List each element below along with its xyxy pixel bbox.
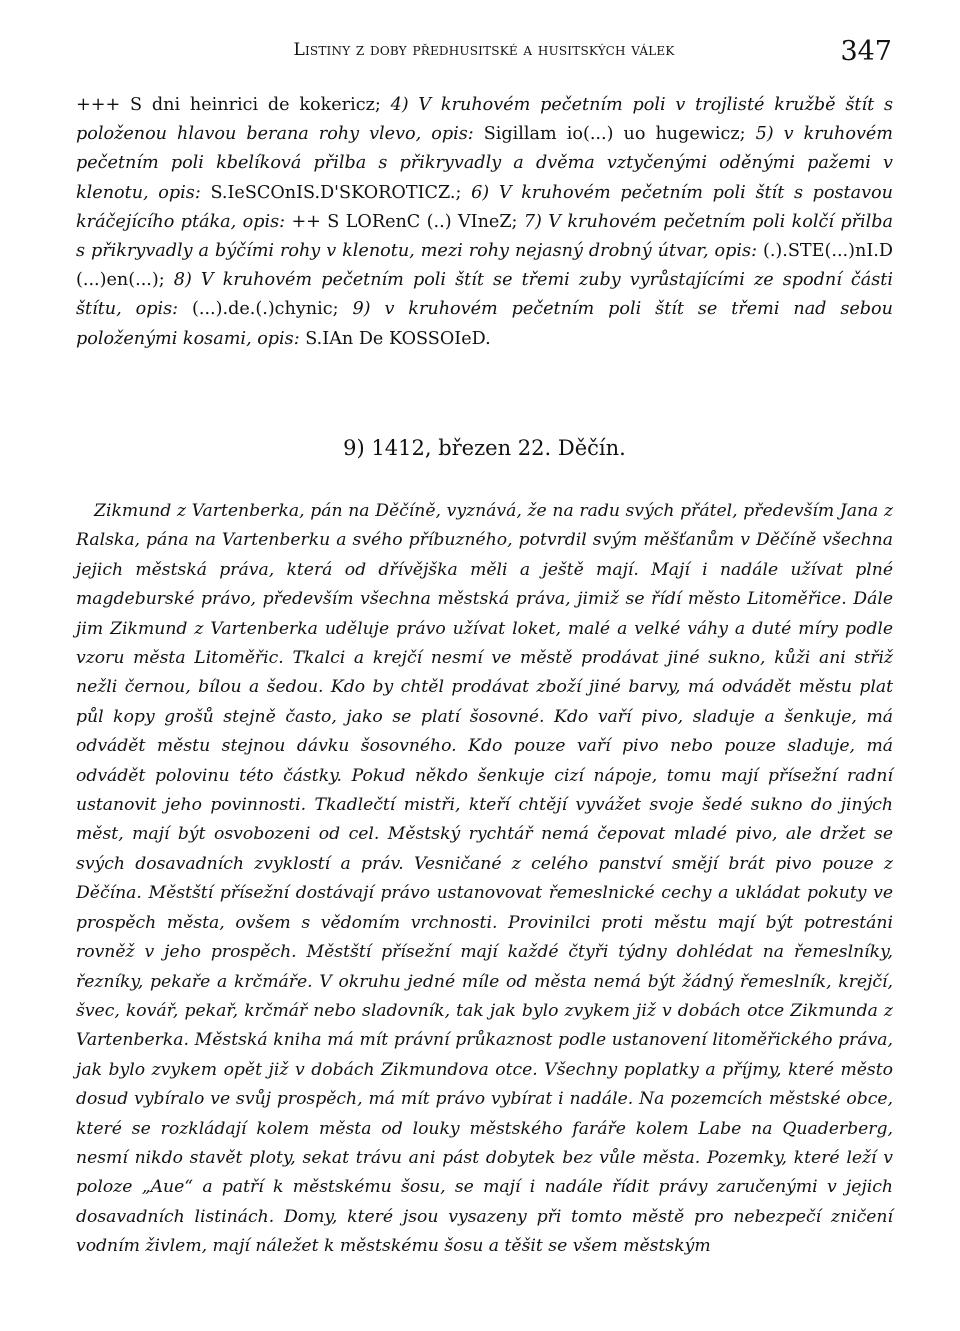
running-title: Listiny z doby předhusitské a husitských válek xyxy=(293,40,675,60)
abstract-paragraph: Zikmund z Vartenberka, pán na Děčíně, vyznává, že na radu svých přátel, především Jana z Ralska, pána na Vartenberku a svého příbuzného, potvrdil svým měšťanům v Děčíně všechna jejich městská práva, která od dřívějška měli a ještě mají. Mají i nadále užívat plné magdeburské právo, především všechna městská práva, jimiž se řídí město Litoměřice. Dále jim Zikmund z Vartenberka uděluje právo užívat loket, malé a velké váhy a duté míry podle vzoru města Litoměřic. Tkalci a krejčí nesmí ve městě prodávat jiné sukno, kůži ani střiž nežli černou, bílou a šedou. Kdo by chtěl prodávat zboží jiné barvy, má odvádět městu plat půl kopy grošů stejně často, jako se platí šosovné. Kdo vaří pivo, sladuje a šenkuje, má odvádět městu stejnou dávku šosovného. Kdo pouze vaří pivo nebo pouze sladuje, má odvádět polovinu této částky. Pokud někdo šenkuje cizí nápoje, tomu mají přísežní radní ustanovit jeho povinnosti. Tkadlečtí mistři, kteří chtějí vyvážet svoje šedé sukno do jiných měst, mají být osvobozeni od cel. Městský rychtář nemá čepovat mladé pivo, ale držet se svých dosavadních zvyklostí a práv. Vesničané z celého panství smějí brát pivo pouze z Děčína. Městští přísežní dostávají právo ustanovovat řemeslnické cechy a ukládat pokuty ve prospěch města, ovšem s vědomím vrchnosti. Provinilci proti městu mají být potrestáni rovněž v jeho prospěch. Městští přísežní mají každé čtyři týdny dohlédat na řemeslníky, řezníky, pekaře a krčmáře. V okruhu jedné míle od města nemá být žádný řemeslník, krejčí, švec, kovář, pekař, krčmář nebo sladovník, tak jak bylo zvykem již v dobách otce Zikmunda z Vartenberka. Městská kniha má mít právní průkaznost podle ustanovení litoměřického práva, jak bylo zvykem opět již v dobách Zikmundova otce. Všechny poplatky a příjmy, které město dosud vybíralo ve svůj prospěch, má mít právo vybírat i nadále. Na pozemcích městské obce, které se rozkládají kolem města od louky městského faráře kolem Labe na Quaderberg, nesmí nikdo stavět ploty, sekat trávu ani pást dobytek bez vůle města. Pozemky, které leží v poloze „Aue“ a patří k městskému šosu, se mají i nadále řídit právy zaručenými v jejich dosavadních listinách. Domy, které jsou vysazeny při tomto městě pro nebezpečí zničení vodním živlem, mají náležet k městskému šosu a těšit se všem městským xyxy=(76,501,893,1257)
seal-note-segment: S.IeSCOnIS.D'SKOROTICZ.; xyxy=(210,182,472,203)
seal-note-segment: S.IAn De KOSSOIeD. xyxy=(305,328,491,349)
seal-note-segment: 6) V kruhovém pečetním poli štít s postavou kráčejícího ptáka, opis: xyxy=(76,182,893,232)
document-heading: 9) 1412, březen 22. Děčín. xyxy=(343,436,626,460)
running-header xyxy=(76,34,892,74)
seal-note-segment: (.).STE(...)nI.D (...)en(...); xyxy=(76,241,893,291)
seal-notes-paragraph xyxy=(76,91,893,354)
seal-note-segment: (...).de.(.)chynic; xyxy=(192,299,353,320)
page-number: 347 xyxy=(840,36,892,67)
seal-note-segment: 4) V kruhovém pečetním poli v trojlisté kružbě štít s položenou hlavou berana rohy vlevo, opis: xyxy=(76,95,893,145)
seal-note-segment: ++ S LORenC (..) VIneZ; xyxy=(291,211,524,232)
seal-note-segment: 9) v kruhovém pečetním poli štít se třemi nad sebou položenými kosami, opis: xyxy=(76,299,893,349)
seal-note-segment: +++ S dni heinrici de kokericz; xyxy=(76,95,391,115)
seal-note-segment: 5) v kruhovém pečetním poli kbelíková přilba s přikryvadly a dvěma vztyčenými oděnými pažemi v klenotu, opis: xyxy=(76,124,893,203)
seal-note-segment: 7) V kruhovém pečetním poli kolčí přilba s přikryvadly a býčími rohy v klenotu, mezi rohy nejasný drobný útvar, opis: xyxy=(76,211,894,262)
seal-note-segment: Sigillam io(...) uo hugewicz; xyxy=(483,124,756,145)
seal-note-segment: 8) V kruhovém pečetním poli štít se třemi zuby vyrůstajícími ze spodní části štítu, opis: xyxy=(76,270,893,320)
